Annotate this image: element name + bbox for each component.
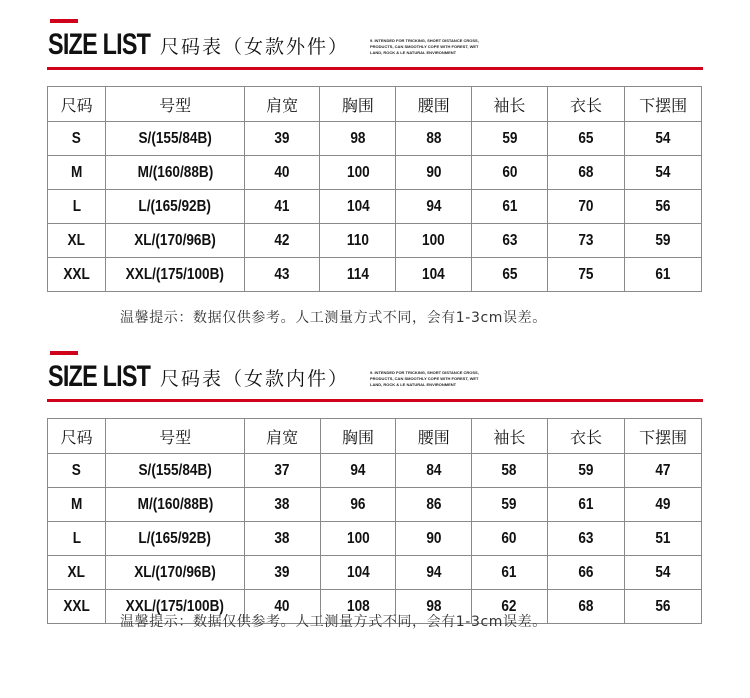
table-cell: 104 (396, 258, 472, 292)
table-cell: 104 (320, 556, 396, 590)
table-cell: XXL/(175/100B) (106, 590, 244, 624)
table-cell: 90 (396, 522, 472, 556)
header-cell: 胸围 (320, 87, 396, 122)
table-cell: XL/(170/96B) (106, 224, 244, 258)
table-cell: 70 (547, 190, 625, 224)
table-cell: 47 (625, 454, 702, 488)
table-cell: 61 (625, 258, 702, 292)
header-cell: 袖长 (472, 419, 548, 454)
table-row (48, 190, 702, 224)
table-cell: 98 (396, 590, 472, 624)
table-cell: M (48, 156, 106, 190)
header-cell: 胸围 (320, 419, 396, 454)
table-cell: 51 (625, 522, 702, 556)
table-cell: 61 (472, 556, 548, 590)
section-title-en: SIZE LIST (48, 28, 151, 61)
table-cell: 54 (625, 122, 702, 156)
table-cell: 54 (625, 556, 702, 590)
table-cell: XL/(170/96B) (106, 556, 244, 590)
table-cell: 75 (547, 258, 625, 292)
divider-line (47, 399, 703, 402)
table-cell: 100 (320, 156, 396, 190)
table-cell: L/(165/92B) (106, 522, 244, 556)
table-cell: 94 (320, 454, 396, 488)
table-cell: 40 (244, 156, 320, 190)
header-cell: 腰围 (396, 419, 472, 454)
table-cell: 86 (396, 488, 472, 522)
size-table (47, 86, 702, 292)
table-cell: XL (48, 556, 106, 590)
table-cell: XXL/(175/100B) (106, 258, 244, 292)
table-cell: L (48, 190, 106, 224)
table-cell: 49 (625, 488, 702, 522)
table-cell: 100 (396, 224, 472, 258)
table-cell: 63 (472, 224, 548, 258)
table-cell: 104 (320, 190, 396, 224)
table-cell: XXL (48, 590, 106, 624)
accent-bar (50, 351, 78, 355)
table-cell: 56 (625, 590, 702, 624)
table-cell: M/(160/88B) (106, 156, 244, 190)
header-cell: 衣长 (547, 87, 625, 122)
table-cell: 60 (472, 522, 548, 556)
table-cell: 62 (472, 590, 548, 624)
table-cell: 43 (244, 258, 320, 292)
table-cell: 66 (547, 556, 625, 590)
table-cell: 65 (547, 122, 625, 156)
header-cell: 衣长 (547, 419, 625, 454)
fine-print: 9. INTENDED FOR TRICKING, SHORT DISTANCE CROSS, PRODUCTS, CAN SMOOTHLY COPE WITH FOREST, WET LAND, ROCK & LE NATURAL ENVIRONMENT (370, 370, 479, 387)
table-cell: 94 (396, 190, 472, 224)
table-cell: S/(155/84B) (106, 454, 244, 488)
table-row (48, 224, 702, 258)
table-cell: 59 (472, 488, 548, 522)
table-row (48, 488, 702, 522)
table-cell: 108 (320, 590, 396, 624)
table-row (48, 122, 702, 156)
table-cell: 96 (320, 488, 396, 522)
table-cell: 98 (320, 122, 396, 156)
table-row (48, 156, 702, 190)
table-header-row (48, 419, 702, 454)
table-cell: 59 (625, 224, 702, 258)
table-cell: L/(165/92B) (106, 190, 244, 224)
fine-print: 9. INTENDED FOR TRICKING, SHORT DISTANCE CROSS, PRODUCTS, CAN SMOOTHLY COPE WITH FOREST, WET LAND, ROCK & LE NATURAL ENVIRONMENT (370, 38, 479, 55)
table-cell: 84 (396, 454, 472, 488)
table-cell: 39 (244, 556, 320, 590)
table-cell: 40 (244, 590, 320, 624)
table-row (48, 522, 702, 556)
table-cell: 59 (547, 454, 625, 488)
table-row (48, 556, 702, 590)
table-row (48, 454, 702, 488)
table-cell: 38 (244, 522, 320, 556)
table-cell: 68 (547, 590, 625, 624)
table-cell: 88 (396, 122, 472, 156)
table-cell: S (48, 454, 106, 488)
table-cell: 58 (472, 454, 548, 488)
header-cell: 腰围 (396, 87, 472, 122)
size-table (47, 418, 702, 624)
table-cell: S/(155/84B) (106, 122, 244, 156)
section-title-cn: 尺码表（女款内件） (160, 368, 350, 390)
table-cell: 59 (472, 122, 548, 156)
divider-line (47, 67, 703, 70)
table-cell: XXL (48, 258, 106, 292)
accent-bar (50, 19, 78, 23)
header-cell: 号型 (106, 87, 244, 122)
header-cell: 尺码 (48, 419, 106, 454)
table-cell: 73 (547, 224, 625, 258)
header-cell: 下摆围 (625, 419, 702, 454)
table-cell: 114 (320, 258, 396, 292)
table-cell: 90 (396, 156, 472, 190)
measurement-note: 温馨提示：数据仅供参考。人工测量方式不同，会有1-3cm误差。 (120, 310, 547, 326)
table-cell: 110 (320, 224, 396, 258)
header-cell: 袖长 (472, 87, 548, 122)
table-cell: 37 (244, 454, 320, 488)
measurement-note: 温馨提示：数据仅供参考。人工测量方式不同，会有1-3cm误差。 (120, 614, 547, 630)
table-header-row (48, 87, 702, 122)
table-cell: 63 (547, 522, 625, 556)
table-cell: 94 (396, 556, 472, 590)
section-title-en: SIZE LIST (48, 360, 151, 393)
table-cell: 61 (472, 190, 548, 224)
section-title-cn: 尺码表（女款外件） (160, 36, 350, 58)
table-cell: 65 (472, 258, 548, 292)
header-cell: 肩宽 (244, 87, 320, 122)
header-cell: 号型 (106, 419, 244, 454)
header-cell: 下摆围 (625, 87, 702, 122)
table-cell: 61 (547, 488, 625, 522)
table-cell: 41 (244, 190, 320, 224)
table-cell: 39 (244, 122, 320, 156)
table-cell: 60 (472, 156, 548, 190)
table-cell: 68 (547, 156, 625, 190)
header-cell: 尺码 (48, 87, 106, 122)
table-cell: M (48, 488, 106, 522)
table-cell: 100 (320, 522, 396, 556)
table-cell: M/(160/88B) (106, 488, 244, 522)
table-cell: 38 (244, 488, 320, 522)
table-cell: S (48, 122, 106, 156)
header-cell: 肩宽 (244, 419, 320, 454)
table-cell: 42 (244, 224, 320, 258)
table-cell: 56 (625, 190, 702, 224)
table-cell: XL (48, 224, 106, 258)
table-row (48, 258, 702, 292)
table-cell: 54 (625, 156, 702, 190)
table-cell: L (48, 522, 106, 556)
